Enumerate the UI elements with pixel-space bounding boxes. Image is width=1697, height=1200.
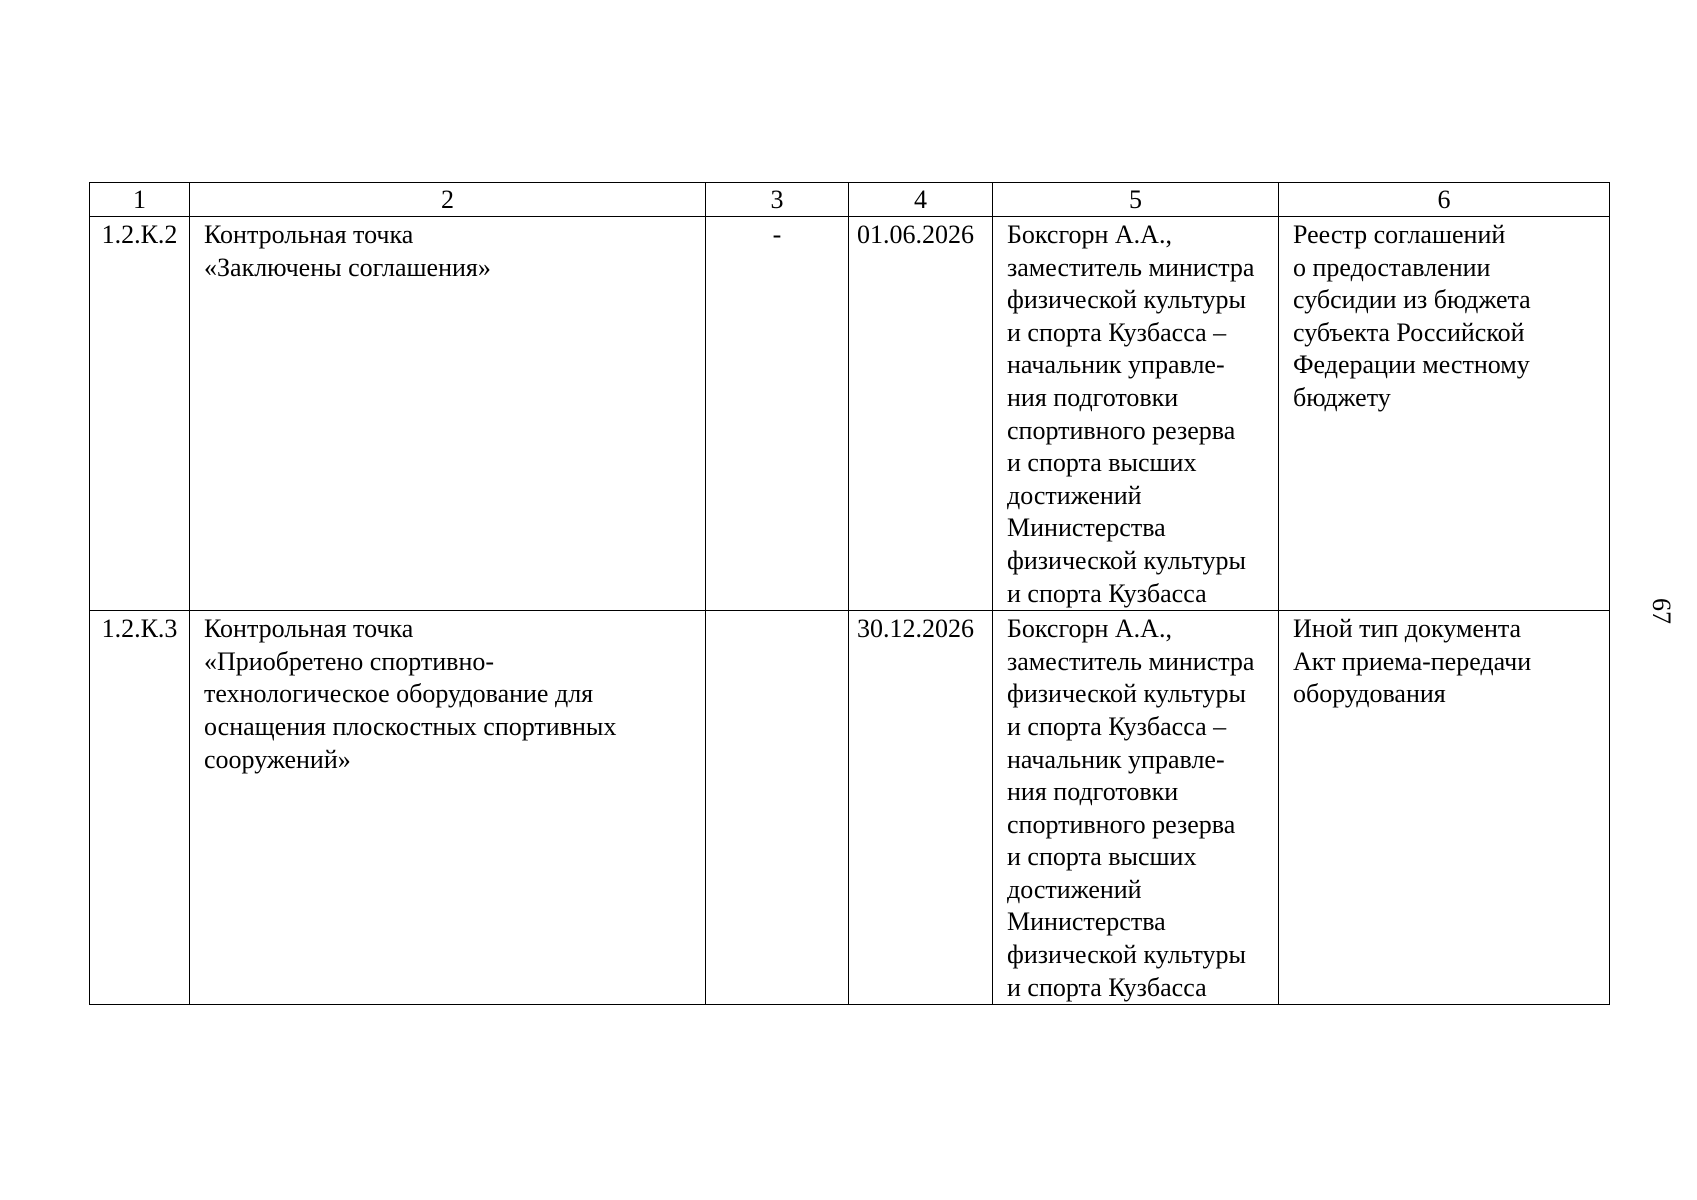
col3-value <box>706 611 848 613</box>
name-cell <box>190 611 706 1005</box>
table-header-row <box>90 183 1610 217</box>
result-document: Реестр соглашений о предоставлении субсидии из бюджета субъекта Российской Федерации местному бюджету <box>1293 220 1531 412</box>
column-header-5: 5 <box>993 183 1279 217</box>
col3-value: - <box>772 220 782 249</box>
row-number-cell <box>90 217 190 611</box>
responsible-cell <box>993 217 1279 611</box>
control-points-table <box>89 182 1610 1005</box>
deadline-date: 30.12.2026 <box>857 614 974 644</box>
col3-cell <box>706 217 849 611</box>
row-number-cell <box>90 611 190 1005</box>
table-row <box>90 611 1610 1005</box>
name-cell <box>190 217 706 611</box>
responsible-cell <box>993 611 1279 1005</box>
date-cell <box>849 611 993 1005</box>
table-row <box>90 217 1610 611</box>
col3-cell <box>706 611 849 1005</box>
column-header-2: 2 <box>190 183 706 217</box>
responsible-person: Боксгорн А.А., заместитель министра физической культуры и спорта Кузбасса – начальник управле- ния подготовки спортивного резерва и спорта высших достижений Министерства физической культуры и спорта Кузбасса <box>1007 220 1255 608</box>
column-header-1: 1 <box>90 183 190 217</box>
column-header-6: 6 <box>1279 183 1610 217</box>
date-cell <box>849 217 993 611</box>
control-point-name: Контрольная точка «Приобретено спортивно- технологическое оборудование для оснащения плоскостных спортивных сооружений» <box>204 614 617 774</box>
responsible-person: Боксгорн А.А., заместитель министра физической культуры и спорта Кузбасса – начальник управле- ния подготовки спортивного резерва и спорта высших достижений Министерства физической культуры и спорта Кузбасса <box>1007 614 1255 1002</box>
result-document: Иной тип документа Акт приема-передачи оборудования <box>1293 614 1532 709</box>
page-number: 67 <box>1647 598 1676 624</box>
column-header-4: 4 <box>849 183 993 217</box>
control-point-name: Контрольная точка «Заключены соглашения» <box>204 220 491 282</box>
row-number: 1.2.К.3 <box>101 614 178 644</box>
column-header-3: 3 <box>706 183 849 217</box>
document-cell <box>1279 611 1610 1005</box>
row-number: 1.2.К.2 <box>101 220 178 249</box>
document-cell <box>1279 217 1610 611</box>
deadline-date: 01.06.2026 <box>857 220 974 249</box>
